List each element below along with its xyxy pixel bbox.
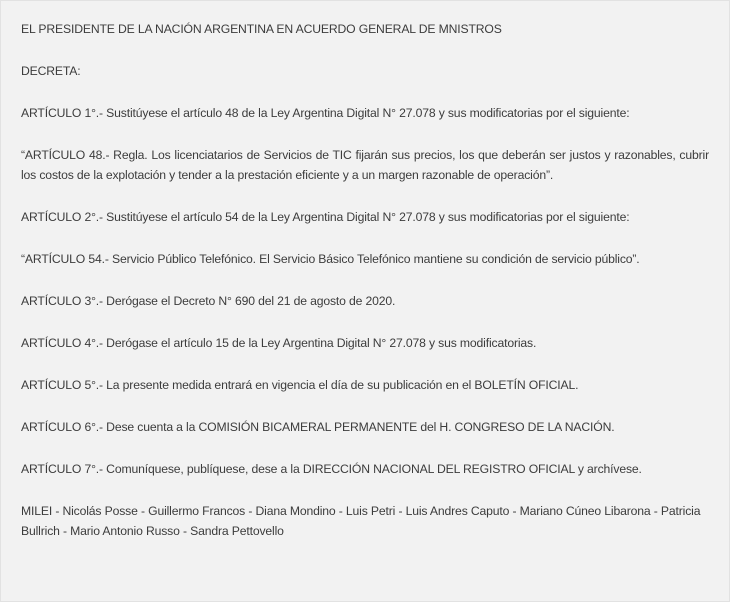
article-4: ARTÍCULO 4°.- Derógase el artículo 15 de la Ley Argentina Digital N° 27.078 y sus modificatorias. (21, 336, 537, 350)
article-5: ARTÍCULO 5°.- La presente medida entrará en vigencia el día de su publicación en el BOLETÍN OFICIAL. (21, 378, 579, 392)
article-54-text: “ARTÍCULO 54.- Servicio Público Telefónico. El Servicio Básico Telefónico mantiene su condición de servicio público”. (21, 252, 640, 266)
article-48-text: “ARTÍCULO 48.- Regla. Los licenciatarios de Servicios de TIC fijarán sus precios, los que deberán ser justos y razonables, cubrir los costos de la explotación y tender a la prestación eficiente y a un margen razonable de operación”. (21, 148, 709, 182)
decree-heading: EL PRESIDENTE DE LA NACIÓN ARGENTINA EN ACUERDO GENERAL DE MNISTROS (21, 22, 502, 36)
article-2: ARTÍCULO 2°.- Sustitúyese el artículo 54 de la Ley Argentina Digital N° 27.078 y sus modificatorias por el siguiente: (21, 210, 630, 224)
article-3: ARTÍCULO 3°.- Derógase el Decreto N° 690 del 21 de agosto de 2020. (21, 294, 396, 308)
article-6: ARTÍCULO 6°.- Dese cuenta a la COMISIÓN BICAMERAL PERMANENTE del H. CONGRESO DE LA NACIÓN. (21, 420, 615, 434)
article-1: ARTÍCULO 1°.- Sustitúyese el artículo 48 de la Ley Argentina Digital N° 27.078 y sus modificatorias por el siguiente: (21, 106, 630, 120)
decreta-label: DECRETA: (21, 64, 81, 78)
signatories: MILEI - Nicolás Posse - Guillermo Francos - Diana Mondino - Luis Petri - Luis Andres Caputo - Mariano Cúneo Libarona - Patricia Bullrich - Mario Antonio Russo - Sandra Pettovello (21, 504, 701, 538)
article-7: ARTÍCULO 7°.- Comuníquese, publíquese, dese a la DIRECCIÓN NACIONAL DEL REGISTRO OFICIAL y archívese. (21, 462, 642, 476)
